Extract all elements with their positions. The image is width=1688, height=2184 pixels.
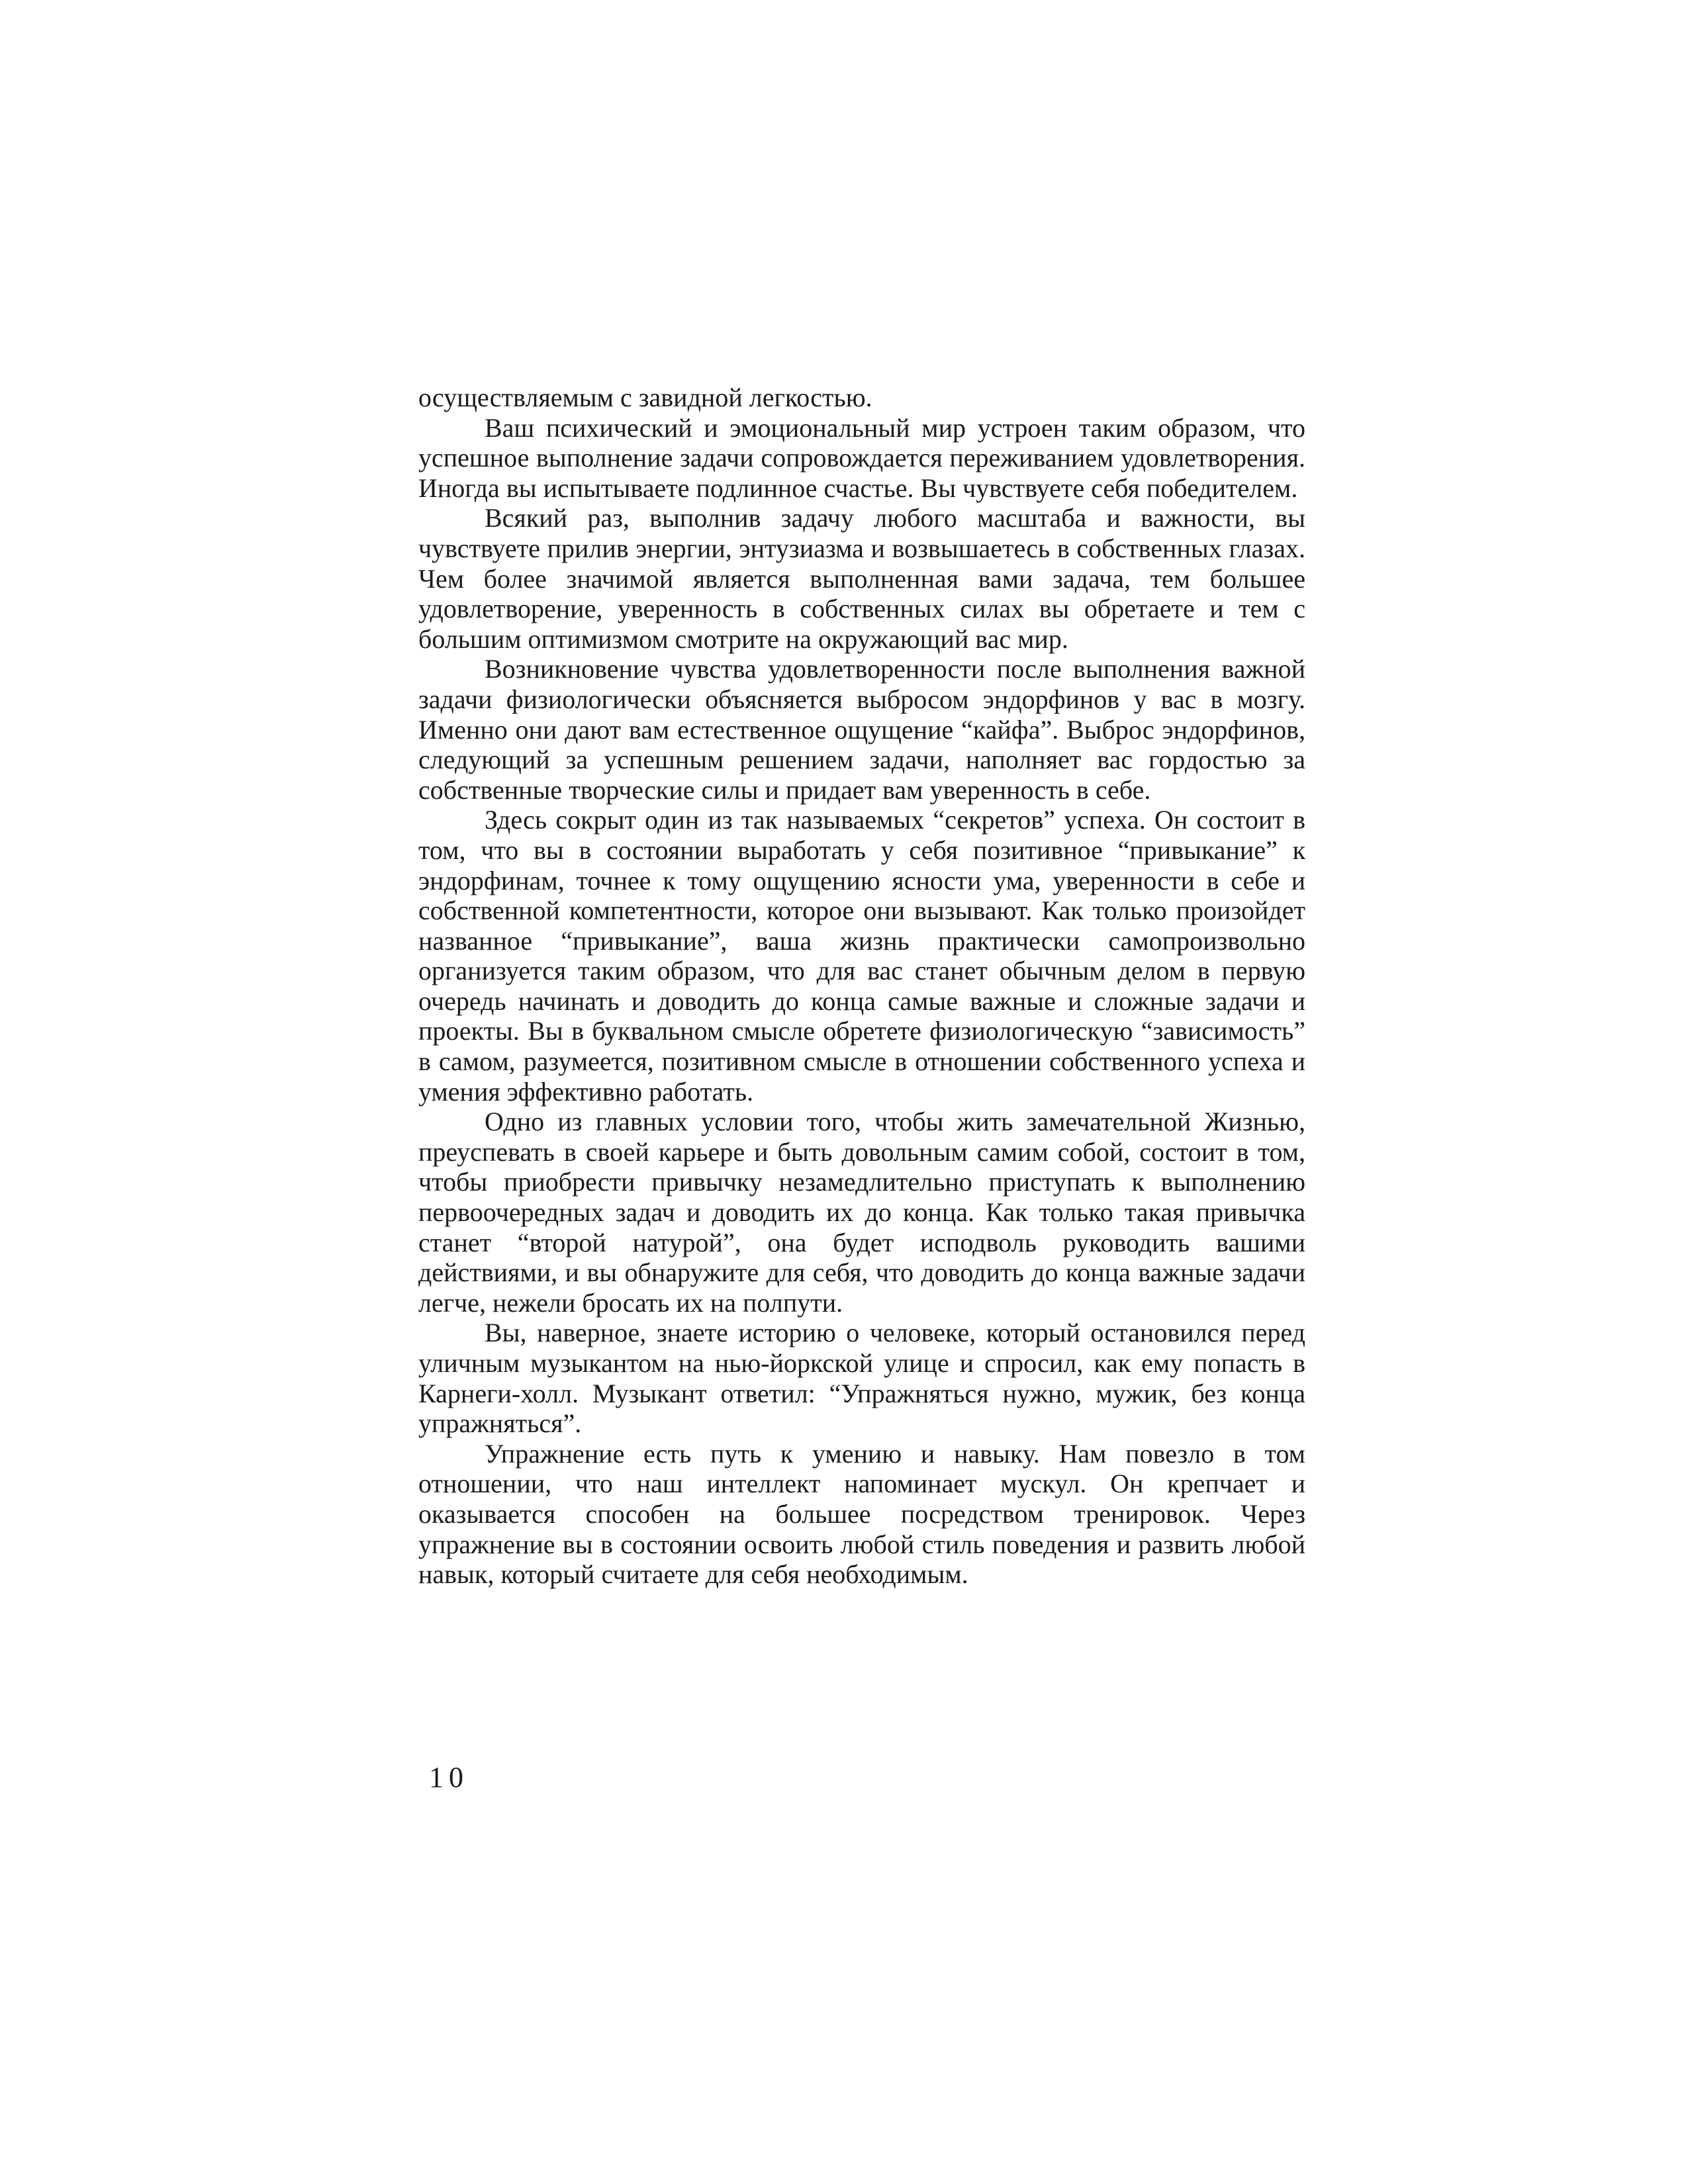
paragraph: Одно из главных условии того, чтобы жить замечательной Жизнью, преуспевать в своей карьере и быть довольным самим собой, состоит в том, чтобы приобрести привычку незамедлительно приступать к выполнению первоочередных задач и доводить их до конца. Как только такая привычка станет “второй натурой”, она будет исподволь руководить вашими действиями, и вы обнаружите для себя, что доводить до конца важные задачи легче, нежели бросать их на полпути. bbox=[418, 1107, 1305, 1318]
paragraph: Вы, наверное, знаете историю о человеке, который остановился перед уличным музыкантом на нью-йоркской улице и спросил, как ему попасть в Карнеги-холл. Музыкант ответил: “Упражняться нужно, мужик, без конца упражняться”. bbox=[418, 1318, 1305, 1439]
paragraph: Упражнение есть путь к умению и навыку. Нам повезло в том отношении, что наш интеллект напоминает мускул. Он крепчает и оказывается способен на большее посредством тренировок. Через упражнение вы в состоянии освоить любой стиль поведения и развить любой навык, который считаете для себя необходимым. bbox=[418, 1438, 1305, 1590]
paragraph: Ваш психический и эмоциональный мир устроен таким образом, что успешное выполнение задачи сопровождается переживанием удовлетворения. Иногда вы испытываете подлинное счастье. Вы чувствуете себя победителем. bbox=[418, 412, 1305, 503]
paragraph: Всякий раз, выполнив задачу любого масштаба и важности, вы чувствуете прилив энергии, энтузиазма и возвышаетесь в собственных глазах. Чем более значимой является выполненная вами задача, тем большее удовлетворение, уверенность в собственных силах вы обретаете и тем с большим оптимизмом смотрите на окружающий вас мир. bbox=[418, 503, 1305, 654]
body-text bbox=[418, 383, 1305, 1590]
paragraph: Возникновение чувства удовлетворенности после выполнения важной задачи физиологически объясняется выбросом эндорфинов у вас в мозгу. Именно они дают вам естественное ощущение “кайфа”. Выброс эндорфинов, следующий за успешным решением задачи, наполняет вас гордостью за собственные творческие силы и придает вам уверенность в себе. bbox=[418, 654, 1305, 805]
page-number: 10 bbox=[429, 1761, 469, 1794]
paragraph: Здесь сокрыт один из так называемых “секретов” успеха. Он состоит в том, что вы в состоянии выработать у себя позитивное “привыкание” к эндорфинам, точнее к тому ощущению ясности ума, уверенности в себе и собственной компетентности, которое они вызывают. Как только произойдет названное “привыкание”, ваша жизнь практически самопроизвольно организуется таким образом, что для вас станет обычным делом в первую очередь начинать и доводить до конца самые важные и сложные задачи и проекты. Вы в буквальном смысле обретете физиологическую “зависимость” в самом, разумеется, позитивном смысле в отношении собственного успеха и умения эффективно работать. bbox=[418, 805, 1305, 1107]
paragraph-continuation: осуществляемым с завидной легкостью. bbox=[418, 383, 872, 412]
